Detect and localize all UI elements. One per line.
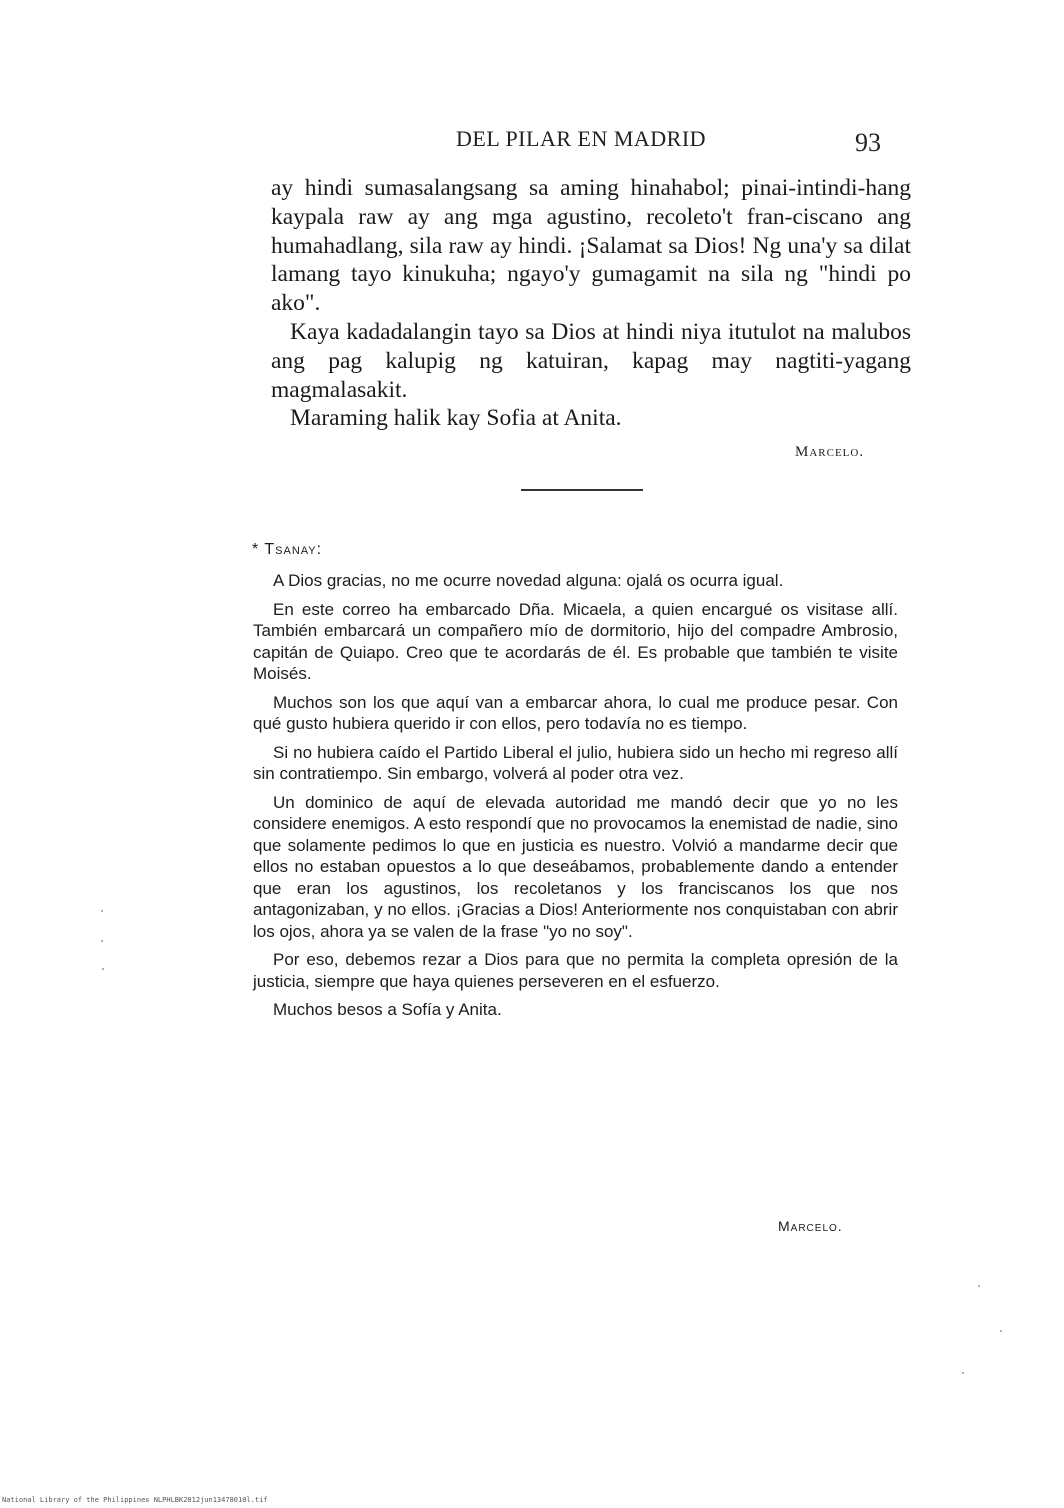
scan-speck [978, 1285, 980, 1287]
translation-paragraph: Por eso, debemos rezar a Dios para que no permita la completa opresión de la justicia, siempre que haya quienes perseveren en el esfuerzo. [253, 950, 898, 991]
running-header [0, 126, 1064, 162]
scan-speck [101, 910, 103, 912]
translation-paragraph: Un dominico de aquí de elevada autoridad me mandó decir que yo no les considere enemigos. A esto respondí que no provocamos la enemistad de nadie, sino que solamente pedimos lo que en justicia es nuestro. Volvió a mandarme decir que ellos no estaban opuestos a lo que deseábamos, probablemente dando a entender que eran los agustinos, los recoletanos y los franciscanos los que nos antagonizaban, y no ellos. ¡Gracias a Dios! Anteriormente nos conquistaban con abrir los ojos, ahora ya se valen de la frase "yo no soy". [253, 792, 898, 941]
translation-paragraph: Muchos besos a Sofía y Anita. [273, 1000, 502, 1019]
spanish-translation-body [253, 570, 898, 1028]
running-title: DEL PILAR EN MADRID [456, 126, 707, 151]
footnote-heading: * Tsanay: [252, 541, 323, 558]
scan-speck [102, 968, 104, 970]
translation-paragraph: Si no hubiera caído el Partido Liberal el julio, hubiera sido un hecho mi regreso allí sin contratiempo. Sin embargo, volverá al poder otra vez. [253, 742, 898, 783]
scan-speck [1000, 1330, 1002, 1332]
tagalog-paragraph: Kaya kadadalangin tayo sa Dios at hindi niya itutulot na malubos ang pag kalupig ng katuiran, kapag may nagtiti-yagang magmalasakit. [271, 318, 911, 403]
section-divider [521, 489, 643, 491]
translation-paragraph: Muchos son los que aquí van a embarcar ahora, lo cual me produce pesar. Con qué gusto hubiera querido ir con ellos, pero todavía no es tiempo. [253, 692, 898, 733]
scan-speck [962, 1372, 964, 1374]
tagalog-paragraph: Maraming halik kay Sofia at Anita. [290, 405, 622, 432]
tagalog-signature: Marcelo. [795, 444, 865, 460]
scan-footer: National Library of the Philippines NLPHLBK2012jun13478010l.tif [2, 1496, 268, 1504]
tagalog-paragraph: ay hindi sumasalangsang sa aming hinahabol; pinai-intindi-hang kaypala raw ay ang mga agustino, recoleto't fran-ciscano ang humahadlang, sila raw ay hindi. ¡Salamat sa Dios! Ng una'y sa dilat lamang tayo kinukuha; ngayo'y gumagamit na sila ng "hindi po ako". [271, 175, 911, 317]
page-number: 93 [855, 128, 881, 157]
translation-signature: Marcelo. [778, 1218, 843, 1234]
translation-paragraph: En este correo ha embarcado Dña. Micaela, a quien encargué os visitase allí. También embarcará un compañero mío de dormitorio, hijo del compadre Ambrosio, capitán de Quiapo. Creo que te acordarás de él. Es probable que también te visite Moisés. [253, 599, 898, 683]
translation-paragraph: A Dios gracias, no me ocurre novedad alguna: ojalá os ocurra igual. [273, 571, 784, 590]
scan-speck [101, 940, 103, 942]
tagalog-letter-body [271, 174, 911, 433]
